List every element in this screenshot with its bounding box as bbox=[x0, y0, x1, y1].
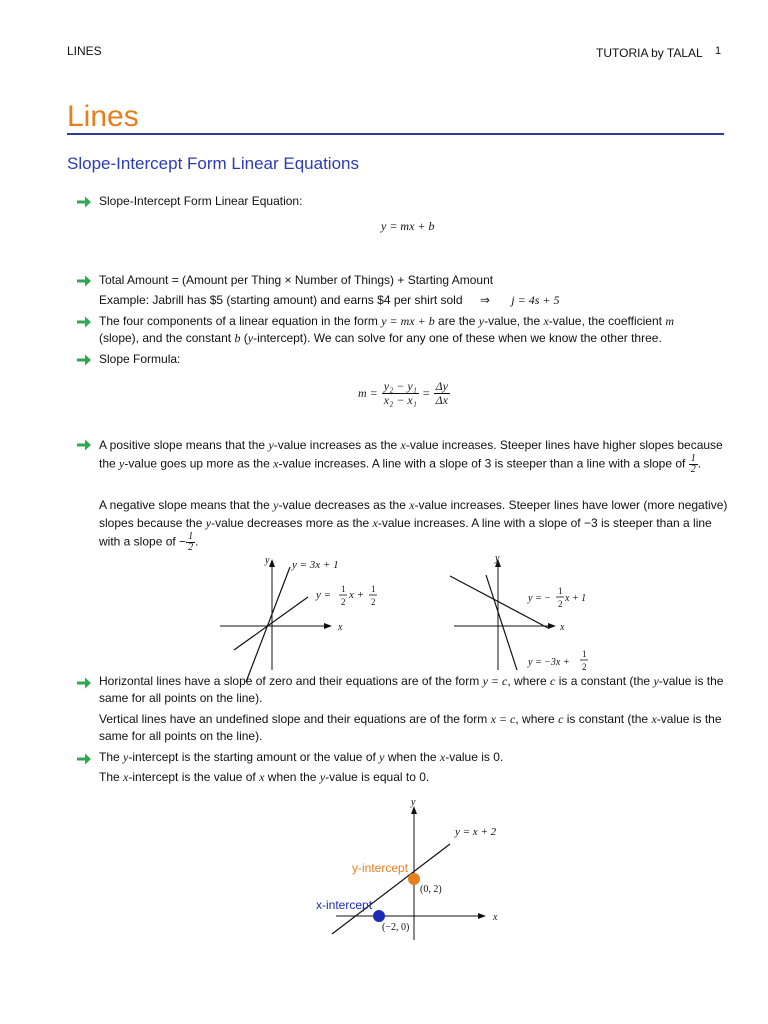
g2-frac1-den: 2 bbox=[558, 599, 563, 609]
half-fraction-2 bbox=[186, 532, 195, 553]
bullet-6-paragraph-1 bbox=[99, 673, 729, 707]
g1-frac2-den: 2 bbox=[371, 597, 376, 607]
g2-x-label: x bbox=[560, 622, 565, 633]
b6-text-j: is the same for all points on the line). bbox=[99, 712, 722, 743]
implies-symbol: ⇒ bbox=[479, 293, 490, 307]
b5-text-b: -value increases as the bbox=[273, 438, 398, 452]
b7-y2: y bbox=[379, 750, 385, 764]
b5-x2: x bbox=[273, 456, 279, 471]
g3-y-intercept-point bbox=[408, 873, 420, 885]
b6-eq-vertical: x = c bbox=[490, 712, 516, 726]
page-number: 1 bbox=[715, 45, 722, 57]
page-title: Lines bbox=[67, 100, 139, 133]
graph-positive-slopes bbox=[210, 550, 390, 685]
half-den-2: 2 bbox=[188, 542, 194, 553]
delta-y: Δy bbox=[435, 378, 449, 393]
b7-text-d: -value is 0. bbox=[445, 750, 504, 764]
b3-text-d: -value, the coefficient bbox=[548, 314, 662, 328]
b5-text-e: -value goes up more as the bbox=[124, 456, 270, 471]
b7-text-f: -intercept is the value of bbox=[128, 770, 256, 784]
slope-denominator: x₂ − x₁ bbox=[383, 392, 417, 407]
b7-y3: y bbox=[319, 770, 326, 784]
b3-m: m bbox=[665, 314, 674, 328]
example-text: Example: Jabrill has $5 (starting amount) and earns $4 per shirt sold bbox=[99, 293, 463, 307]
g3-line-label: y = x + 2 bbox=[455, 826, 497, 838]
b6-eq-horizontal: y = c bbox=[482, 674, 508, 688]
g2-line-steep bbox=[486, 575, 517, 670]
section-subtitle: Slope-Intercept Form Linear Equations bbox=[67, 154, 359, 173]
b5-text-a: A positive slope means that the bbox=[99, 438, 266, 452]
bullet-3-line-1 bbox=[99, 313, 729, 330]
g3-y-intercept-label: y-intercept bbox=[352, 861, 409, 875]
example-equation: j = 4s + 5 bbox=[511, 293, 560, 307]
delta-fraction bbox=[434, 380, 450, 407]
b5-text-l: -value decreases more as the bbox=[211, 516, 370, 530]
b3-x: x bbox=[543, 314, 549, 328]
formula-slope-intercept: y = mx + b bbox=[381, 219, 435, 233]
half-num: 1 bbox=[690, 453, 696, 464]
bullet-1-text: Slope-Intercept Form Linear Equation: bbox=[99, 194, 303, 208]
g3-x-label: x bbox=[493, 912, 498, 923]
b6-text-i: -value bbox=[656, 712, 690, 726]
b5-text-n: steeper than a line with a slope of − bbox=[99, 516, 712, 549]
g2-y-label: y bbox=[495, 553, 500, 564]
g1-label-steep: y = 3x + 1 bbox=[292, 559, 339, 571]
b5-text-k: negative) slopes because the bbox=[99, 498, 728, 530]
g3-x-arrow bbox=[478, 913, 486, 919]
b5-y3: y bbox=[273, 498, 279, 512]
bullet-3-line-2 bbox=[99, 330, 662, 347]
b3-text-f: -intercept). We can solve for any one of these when we know the other three. bbox=[253, 331, 662, 345]
delta-x: Δx bbox=[435, 392, 449, 407]
b6-c: c bbox=[550, 674, 556, 688]
b3-text-c: -value, the bbox=[484, 314, 541, 328]
bullet-2-line-2 bbox=[99, 292, 559, 309]
g3-y-label: y bbox=[411, 797, 416, 808]
b5-text-c: -value increases. Steeper lines have higher slopes bbox=[405, 438, 675, 452]
b6-text-g: , where bbox=[515, 712, 555, 726]
bullet-5-paragraph-1: A positive slope means that the y-value increases as the x-value increases. Steeper lines have higher slopes because the y-value goes up more as the x-value increases. A line with a slope of 3 is steeper than a line with a slope of $\frac{1}{2}$ . bbox=[99, 438, 723, 475]
b7-text-g: when the bbox=[267, 770, 317, 784]
bullet-7-line-1 bbox=[99, 749, 503, 766]
g1-x-label: x bbox=[338, 622, 343, 633]
b3-y: y bbox=[478, 314, 485, 328]
b6-text-b: , where bbox=[507, 674, 547, 688]
g3-x-intercept-label: x-intercept bbox=[316, 898, 373, 912]
bullet-arrow-icon bbox=[76, 676, 92, 690]
g1-x-arrow bbox=[324, 623, 332, 629]
slope-numerator: y₂ − y₁ bbox=[383, 378, 417, 393]
bullet-arrow-icon bbox=[76, 315, 92, 329]
b5-text-f: -value increases. A line with a slope of 3 is steeper than a line with a bbox=[278, 456, 640, 471]
b5-x4: x bbox=[372, 516, 378, 530]
g3-x-intercept-point bbox=[373, 910, 385, 922]
b6-text-d: -value bbox=[658, 674, 692, 688]
bullet-arrow-icon bbox=[76, 353, 92, 367]
b3-equation: y = mx + b bbox=[381, 314, 435, 328]
g3-x-intercept-coords: (−2, 0) bbox=[382, 922, 410, 933]
g1-label-shallow-pre: y = bbox=[316, 589, 332, 601]
b5-text-d: because the bbox=[99, 438, 723, 471]
b5-text-g: slope of bbox=[643, 456, 686, 471]
b5-y2: y bbox=[119, 456, 125, 471]
b5-y4: y bbox=[205, 516, 212, 530]
bullet-arrow-icon bbox=[76, 438, 92, 452]
b6-text-c: is a constant (the bbox=[558, 674, 651, 688]
b7-text-b: -intercept is the starting amount or the value of bbox=[128, 750, 376, 764]
half-fraction bbox=[689, 454, 698, 475]
b3-b: b bbox=[234, 331, 241, 345]
g2-frac1-num: 1 bbox=[558, 586, 563, 596]
half-den: 2 bbox=[690, 464, 696, 475]
b5-x3: x bbox=[409, 498, 415, 512]
b6-text-f: Vertical lines have an undefined slope and their equations are of the form bbox=[99, 712, 488, 726]
b3-y2: y bbox=[247, 331, 254, 345]
bullet-4-text: Slope Formula: bbox=[99, 352, 181, 366]
g1-y-label: y bbox=[265, 555, 270, 566]
bullet-arrow-icon bbox=[76, 752, 92, 766]
b7-x: x bbox=[439, 750, 446, 764]
b3-text-a: The four components of a linear equation in the form bbox=[99, 314, 378, 328]
g1-line-steep bbox=[246, 567, 290, 682]
slope-fraction bbox=[382, 380, 419, 407]
bullet-7-line-2 bbox=[99, 769, 429, 786]
b6-text-a: Horizontal lines have a slope of zero and their equations are of the form bbox=[99, 674, 480, 688]
g1-y-arrow bbox=[269, 559, 275, 567]
header-right: TUTORIA by TALAL bbox=[596, 46, 703, 60]
g1-frac1-num: 1 bbox=[341, 584, 346, 594]
equals-sign: = bbox=[422, 385, 430, 400]
bullet-2-line-1: Total Amount = (Amount per Thing × Number of Things) + Starting Amount bbox=[99, 273, 494, 287]
b5-text-m: -value increases. A line with a slope of −3 is bbox=[377, 516, 610, 530]
half-num-2: 1 bbox=[188, 531, 194, 542]
b5-text-i: -value decreases as the bbox=[278, 498, 406, 512]
bullet-arrow-icon bbox=[76, 195, 92, 209]
b6-text-h: is constant (the bbox=[566, 712, 649, 726]
header-left: LINES bbox=[67, 44, 102, 58]
g1-frac1-den: 2 bbox=[341, 597, 346, 607]
b3-paren: ( bbox=[243, 331, 248, 345]
slope-lhs: m = bbox=[358, 385, 378, 400]
b5-text-h: A negative slope means that the bbox=[99, 498, 270, 512]
graph-intercepts bbox=[300, 792, 520, 942]
g3-y-intercept-coords: (0, 2) bbox=[420, 884, 442, 895]
g1-label-shallow-mid: x + bbox=[349, 589, 365, 601]
g2-label-shallow-pre: y = − bbox=[528, 593, 551, 604]
g2-x-arrow bbox=[548, 623, 556, 629]
b7-text-h: -value is equal to 0. bbox=[325, 770, 430, 784]
title-rule bbox=[67, 133, 724, 135]
g2-label-steep-pre: y = −3x + bbox=[528, 657, 570, 668]
b7-x2: x bbox=[123, 770, 129, 784]
bullet-5-paragraph-2: A negative slope means that the y-value decreases as the x-value increases. Steeper lines have lower (more negative) slopes because the y-value decreases more as the x-value increases. A line with a slope of −3 is steeper than a line with a slope of − $\frac{1}{2}$ . bbox=[99, 498, 728, 553]
b5-x: x bbox=[400, 438, 406, 452]
b7-text-a: The bbox=[99, 750, 120, 764]
b7-x3: x bbox=[259, 770, 265, 784]
b7-y: y bbox=[123, 750, 129, 764]
b7-text-c: when the bbox=[387, 750, 437, 764]
b3-text-e: (slope), and the constant bbox=[99, 331, 232, 345]
graph-negative-slopes bbox=[440, 550, 600, 675]
slope-formula bbox=[358, 376, 450, 410]
b6-x: x bbox=[651, 712, 657, 726]
b7-text-e: The bbox=[99, 770, 120, 784]
g2-frac2-den: 2 bbox=[582, 662, 587, 672]
b5-text-j: -value increases. Steeper lines have lower (more bbox=[414, 498, 675, 512]
g2-frac2-num: 1 bbox=[582, 649, 587, 659]
g2-label-shallow-post: x + 1 bbox=[565, 593, 587, 604]
g1-frac2-num: 1 bbox=[371, 584, 376, 594]
bullet-6-paragraph-2 bbox=[99, 711, 729, 745]
g1-line-shallow bbox=[234, 597, 308, 650]
b6-y: y bbox=[653, 674, 659, 688]
b3-text-b: are the bbox=[438, 314, 476, 328]
b6-c2: c bbox=[558, 712, 564, 726]
b6-text-e: is the same for all points on the line). bbox=[99, 674, 724, 705]
b5-y: y bbox=[268, 438, 274, 452]
bullet-arrow-icon bbox=[76, 274, 92, 288]
